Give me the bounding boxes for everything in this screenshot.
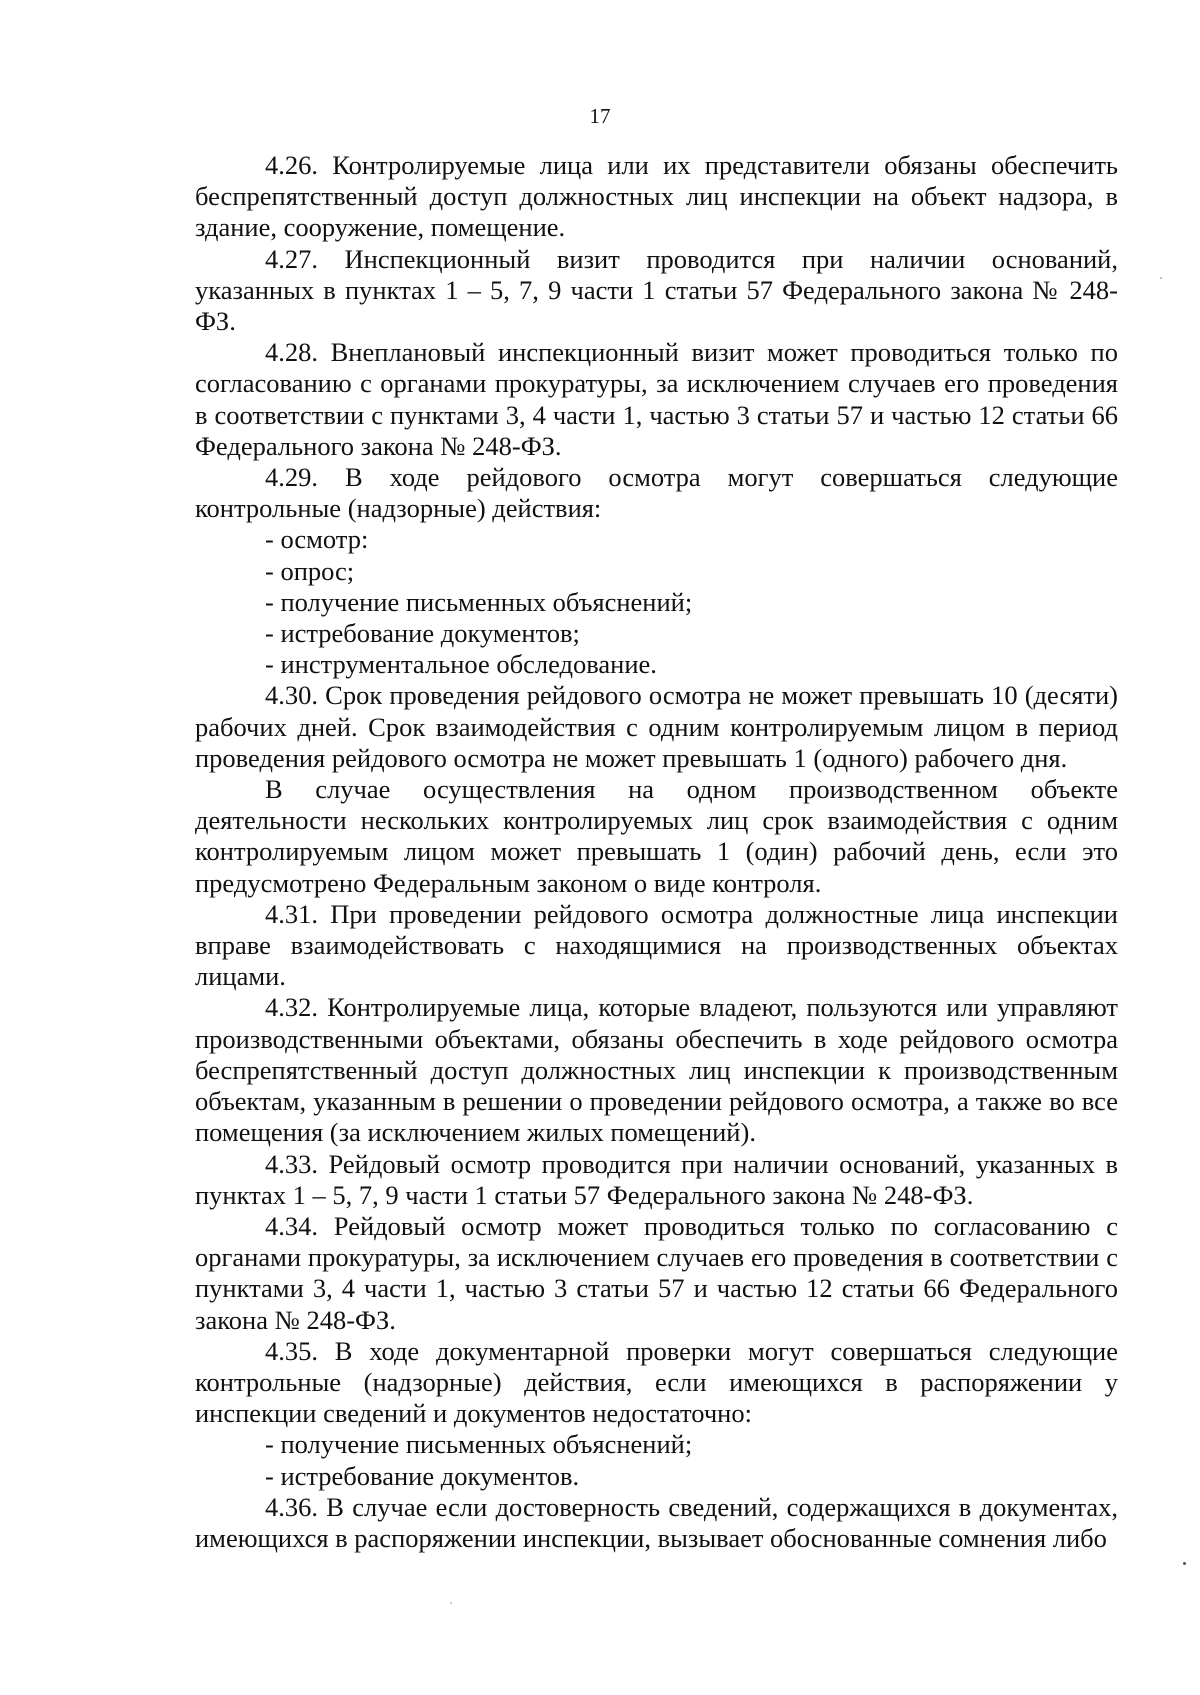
list-item: - получение письменных объяснений; <box>265 1429 693 1460</box>
paragraph-4-36: 4.36. В случае если достоверность сведений, содержащихся в документах, имеющихся в распоряжении инспекции, вызывает обоснованные сомнения либо <box>195 1491 1118 1553</box>
scan-speck <box>1160 277 1162 279</box>
list-item: - опрос; <box>265 555 355 586</box>
scan-speck <box>1183 1562 1186 1565</box>
paragraph-4-31: 4.31. При проведении рейдового осмотра должностные лица инспекции вправе взаимодействовать с находящимися на производственных объектах лицами. <box>195 898 1118 992</box>
paragraph-4-28: 4.28. Внеплановый инспекционный визит может проводиться только по согласованию с органами прокуратуры, за исключением случаев его проведения в соответствии с пунктами 3, 4 части 1, частью 3 статьи 57 и частью 12 статьи 66 Федерального закона № 248-ФЗ. <box>195 337 1118 461</box>
paragraph-4-34: 4.34. Рейдовый осмотр может проводиться только по согласованию с органами прокуратуры, за исключением случаев его проведения в соответствии с пунктами 3, 4 части 1, частью 3 статьи 57 и частью 12 статьи 66 Федерального закона № 248-ФЗ. <box>195 1210 1118 1335</box>
list-item: - получение письменных объяснений; <box>265 586 693 617</box>
list-item: - инструментальное обследование. <box>265 649 657 680</box>
list-item: - осмотр: <box>265 524 369 555</box>
paragraph-4-27: 4.27. Инспекционный визит проводится при наличии оснований, указанных в пунктах 1 – 5, 7, 9 части 1 статьи 57 Федерального закона № 248-ФЗ. <box>195 243 1118 337</box>
list-item: - истребование документов. <box>265 1460 580 1491</box>
paragraph-4-35: 4.35. В ходе документарной проверки могут совершаться следующие контрольные (надзорные) действия, если имеющихся в распоряжении у инспекции сведений и документов недостаточно: <box>195 1335 1118 1429</box>
scan-speck <box>450 1602 452 1604</box>
list-item: - истребование документов; <box>265 618 580 649</box>
paragraph-4-26: 4.26. Контролируемые лица или их представители обязаны обеспечить беспрепятственный доступ должностных лиц инспекции на объект надзора, в здание, сооружение, помещение. <box>195 150 1118 243</box>
paragraph-4-32: 4.32. Контролируемые лица, которые владеют, пользуются или управляют производственными объектами, обязаны обеспечить в ходе рейдового осмотра беспрепятственный доступ должностных лиц инспекции к производственным объектам, указанным в решении о проведении рейдового осмотра, а также во все помещения (за исключением жилых помещений). <box>195 992 1118 1148</box>
paragraph-4-30-continued: В случае осуществления на одном производственном объекте деятельности нескольких контролируемых лиц срок взаимодействия с одним контролируемым лицом может превышать 1 (один) рабочий день, если это предусмотрено Федеральным законом о виде контроля. <box>195 774 1118 898</box>
paragraph-4-29: 4.29. В ходе рейдового осмотра могут совершаться следующие контрольные (надзорные) действия: <box>195 462 1118 524</box>
page-number: 17 <box>589 104 611 128</box>
paragraph-4-30: 4.30. Срок проведения рейдового осмотра не может превышать 10 (десяти) рабочих дней. Срок взаимодействия с одним контролируемым лицом в период проведения рейдового осмотра не может превышать 1 (одного) рабочего дня. <box>195 680 1118 773</box>
document-body <box>195 150 1118 1554</box>
paragraph-4-33: 4.33. Рейдовый осмотр проводится при наличии оснований, указанных в пунктах 1 – 5, 7, 9 части 1 статьи 57 Федерального закона № 248-ФЗ. <box>195 1148 1118 1210</box>
